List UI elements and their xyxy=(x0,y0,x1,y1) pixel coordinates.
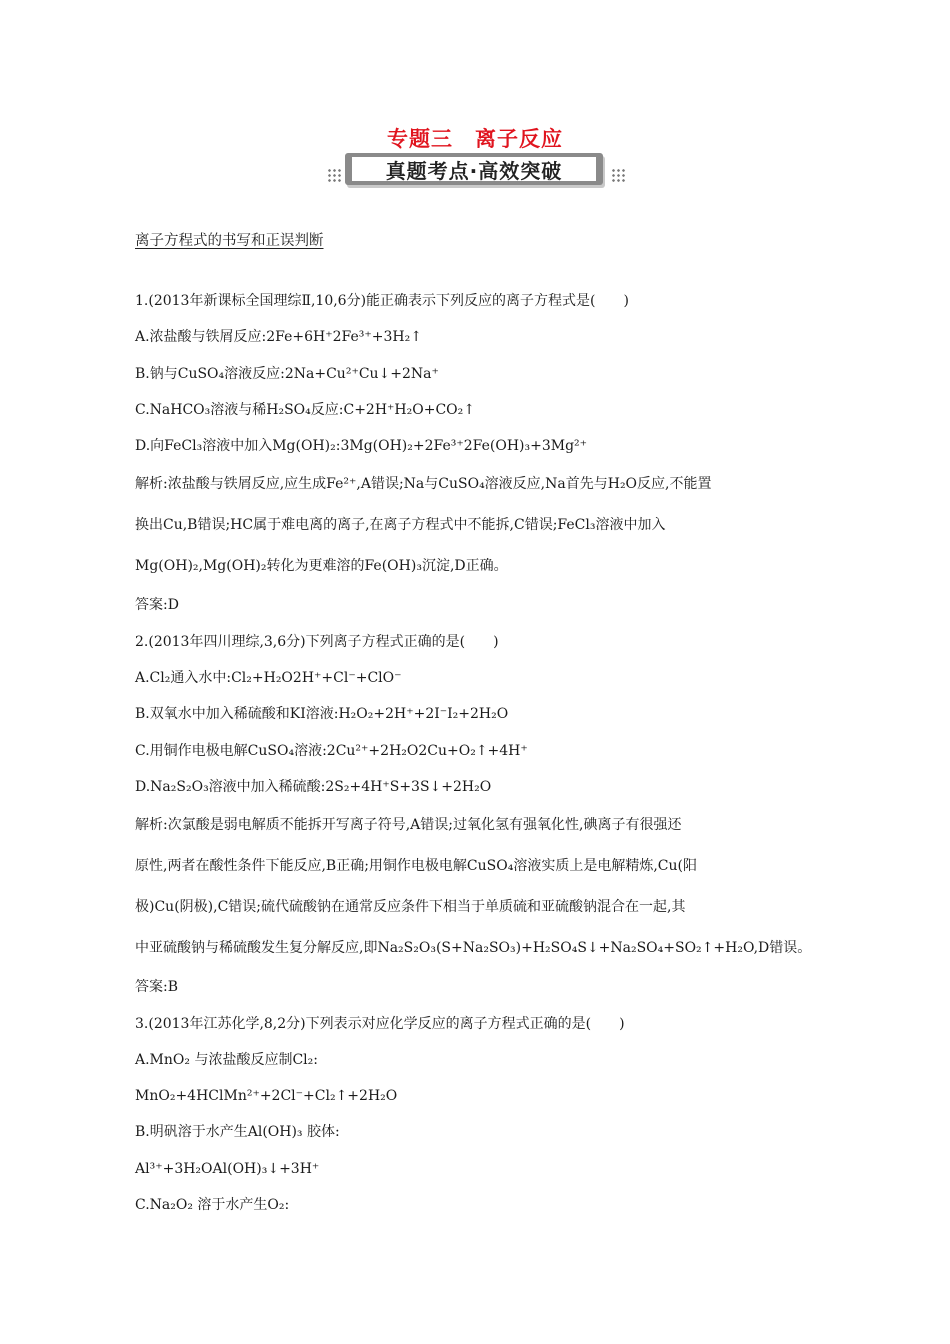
decorative-dots-icon xyxy=(327,168,341,184)
text-line: A.浓盐酸与铁屑反应:2Fe+6H⁺2Fe³⁺+3H₂↑ xyxy=(135,329,422,346)
text-line: 换出Cu,B错误;HC属于难电离的离子,在离子方程式中不能拆,C错误;FeCl₃溶液中加入 xyxy=(135,517,666,534)
text-line: 2.(2013年四川理综,3,6分)下列离子方程式正确的是( ) xyxy=(135,633,499,650)
text-line: Mg(OH)₂,Mg(OH)₂转化为更难溶的Fe(OH)₃沉淀,D正确。 xyxy=(135,558,508,575)
text-line: B.双氧水中加入稀硫酸和KI溶液:H₂O₂+2H⁺+2I⁻I₂+2H₂O xyxy=(135,706,509,723)
text-line: A.Cl₂通入水中:Cl₂+H₂O2H⁺+Cl⁻+ClO⁻ xyxy=(135,670,402,687)
section-heading: 离子方程式的书写和正误判断 xyxy=(135,233,324,249)
text-line: D.Na₂S₂O₃溶液中加入稀硫酸:2S₂+4H⁺S+3S↓+2H₂O xyxy=(135,778,492,795)
section-banner xyxy=(325,151,627,193)
text-line: C.NaHCO₃溶液与稀H₂SO₄反应:C+2H⁺H₂O+CO₂↑ xyxy=(135,401,475,418)
banner-text: 真题考点·高效突破 xyxy=(352,157,596,181)
text-line: 解析:浓盐酸与铁屑反应,应生成Fe²⁺,A错误;Na与CuSO₄溶液反应,Na首先与H₂O反应,不能置 xyxy=(135,476,712,493)
decorative-dots-icon xyxy=(611,168,625,184)
text-line: 答案:D xyxy=(135,597,179,614)
text-line: 3.(2013年江苏化学,8,2分)下列表示对应化学反应的离子方程式正确的是( ) xyxy=(135,1015,625,1032)
question-content xyxy=(135,283,825,1223)
text-line: 原性,两者在酸性条件下能反应,B正确;用铜作电极电解CuSO₄溶液实质上是电解精炼,Cu(阳 xyxy=(135,858,697,875)
text-line: D.向FeCl₃溶液中加入Mg(OH)₂:3Mg(OH)₂+2Fe³⁺2Fe(OH)₃+3Mg²⁺ xyxy=(135,438,588,455)
text-line: B.明矾溶于水产生Al(OH)₃ 胶体: xyxy=(135,1124,340,1141)
text-line: C.用铜作电极电解CuSO₄溶液:2Cu²⁺+2H₂O2Cu+O₂↑+4H⁺ xyxy=(135,742,528,759)
text-line: 极)Cu(阴极),C错误;硫代硫酸钠在通常反应条件下相当于单质硫和亚硫酸钠混合在一起,其 xyxy=(135,899,686,916)
text-line: Al³⁺+3H₂OAl(OH)₃↓+3H⁺ xyxy=(135,1160,320,1177)
text-line: B.钠与CuSO₄溶液反应:2Na+Cu²⁺Cu↓+2Na⁺ xyxy=(135,365,439,382)
text-line: MnO₂+4HClMn²⁺+2Cl⁻+Cl₂↑+2H₂O xyxy=(135,1088,398,1105)
text-line: 中亚硫酸钠与稀硫酸发生复分解反应,即Na₂S₂O₃(S+Na₂SO₃)+H₂SO₄S↓+Na₂SO₄+SO₂↑+H₂O,D错误。 xyxy=(135,940,812,957)
text-line: 答案:B xyxy=(135,979,179,996)
banner-frame xyxy=(345,153,603,185)
text-line: A.MnO₂ 与浓盐酸反应制Cl₂: xyxy=(135,1051,318,1068)
text-line: C.Na₂O₂ 溶于水产生O₂: xyxy=(135,1197,290,1214)
page-title: 专题三 离子反应 xyxy=(387,127,563,151)
text-line: 解析:次氯酸是弱电解质不能拆开写离子符号,A错误;过氧化氢有强氧化性,碘离子有很强还 xyxy=(135,817,682,834)
text-line: 1.(2013年新课标全国理综Ⅱ,10,6分)能正确表示下列反应的离子方程式是( ) xyxy=(135,293,629,309)
